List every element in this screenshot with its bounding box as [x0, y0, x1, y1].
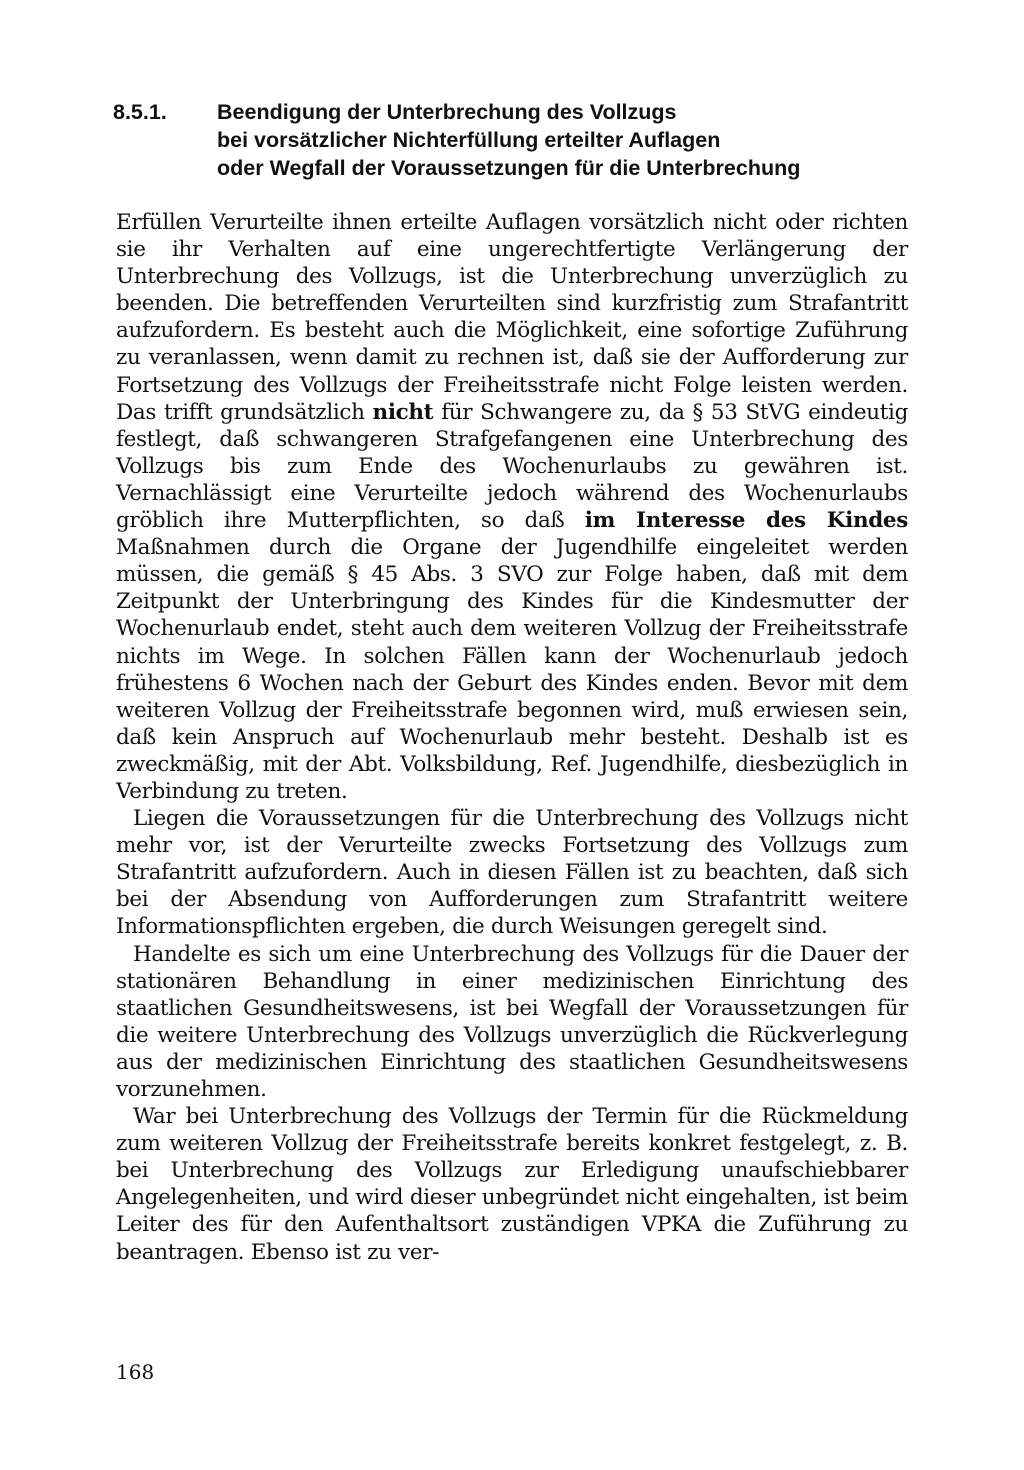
section-title-line: Beendigung der Unterbrechung des Vollzugs — [217, 100, 677, 124]
paragraph-1 — [116, 209, 908, 805]
emphasis-interesse-des-kindes: im Interesse des Kindes — [584, 508, 909, 534]
section-title-line: bei vorsätzlicher Nichterfüllung erteilter Auflagen — [217, 128, 721, 152]
paragraph-1-text-c: Maßnahmen durch die Organe der Jugendhilfe eingeleitet werden müssen, die gemäß § 45 Abs. 3 SVO zur Folge haben, daß mit dem Zeitpunkt der Unterbringung des Kindes für die Kindesmutter der Wochenurlaub endet, steht auch dem weiteren Vollzug der Freiheitsstrafe nichts im Wege. In solchen Fällen kann der Wochenurlaub jedoch frühestens 6 Wochen nach der Geburt des Kindes enden. Bevor mit dem weiteren Vollzug der Freiheitsstrafe begonnen wird, muß erwiesen sein, daß kein Anspruch auf Wochenurlaub mehr besteht. Deshalb ist es zweckmäßig, mit der Abt. Volksbildung, Ref. Jugendhilfe, diesbezüglich in Verbindung zu treten. — [116, 535, 908, 804]
paragraph-1-text-a: Erfüllen Verurteilte ihnen erteilte Auflagen vorsätzlich nicht oder richten sie ihr Verhalten auf eine ungerechtfertigte Verlängerung der Unterbrechung des Vollzugs, ist die Unterbrechung unverzüglich zu beenden. Die betreffenden Verurteilten sind kurzfristig zum Strafantritt aufzufordern. Es besteht auch die Möglichkeit, eine sofortige Zuführung zu veranlassen, wenn damit zu rechnen ist, daß sie der Aufforderung zur Fortsetzung des Vollzugs der Freiheitsstrafe nicht Folge leisten werden. Das trifft grundsätzlich — [116, 210, 908, 425]
section-title — [217, 98, 907, 182]
body-text — [116, 209, 908, 1266]
emphasis-nicht: nicht — [372, 399, 434, 425]
paragraph-3: Handelte es sich um eine Unterbrechung des Vollzugs für die Dauer der stationären Behandlung in einer medizinischen Einrichtung des staatlichen Gesundheitswesens, ist bei Wegfall der Voraussetzungen für die weitere Unterbrechung des Vollzugs unverzüglich die Rückverlegung aus der medizinischen Einrichtung des staatlichen Gesundheitswesens vorzunehmen. — [116, 941, 908, 1102]
paragraph-2: Liegen die Voraussetzungen für die Unterbrechung des Vollzugs nicht mehr vor, ist der Verurteilte zwecks Fortsetzung des Vollzugs zum Strafantritt aufzufordern. Auch in diesen Fällen ist zu beachten, daß sich bei der Absendung von Aufforderungen zum Strafantritt weitere Informationspflichten ergeben, die durch Weisungen geregelt sind. — [116, 806, 908, 940]
section-number: 8.5.1. — [113, 100, 167, 124]
paragraph-1-text-b: für Schwangere zu, da § 53 StVG eindeutig festlegt, daß schwangeren Strafgefangenen eine Unterbrechung des Vollzugs bis zum Ende des Wochenurlaubs zu gewähren ist. Vernachlässigt eine Verurteilte jedoch während des Wochenurlaubs gröblich ihre Mutterpflichten, so daß — [116, 399, 908, 534]
section-title-line: oder Wegfall der Voraussetzungen für die Unterbrechung — [217, 156, 801, 180]
paragraph-4: War bei Unterbrechung des Vollzugs der Termin für die Rückmeldung zum weiteren Vollzug der Freiheitsstrafe bereits konkret festgelegt, z. B. bei Unterbrechung des Vollzugs zur Erledigung unaufschiebbarer Angelegenheiten, und wird dieser unbegründet nicht eingehalten, ist beim Leiter des für den Aufenthaltsort zuständigen VPKA die Zuführung zu beantragen. Ebenso ist zu ver- — [116, 1104, 908, 1265]
page-number: 168 — [116, 1360, 155, 1384]
